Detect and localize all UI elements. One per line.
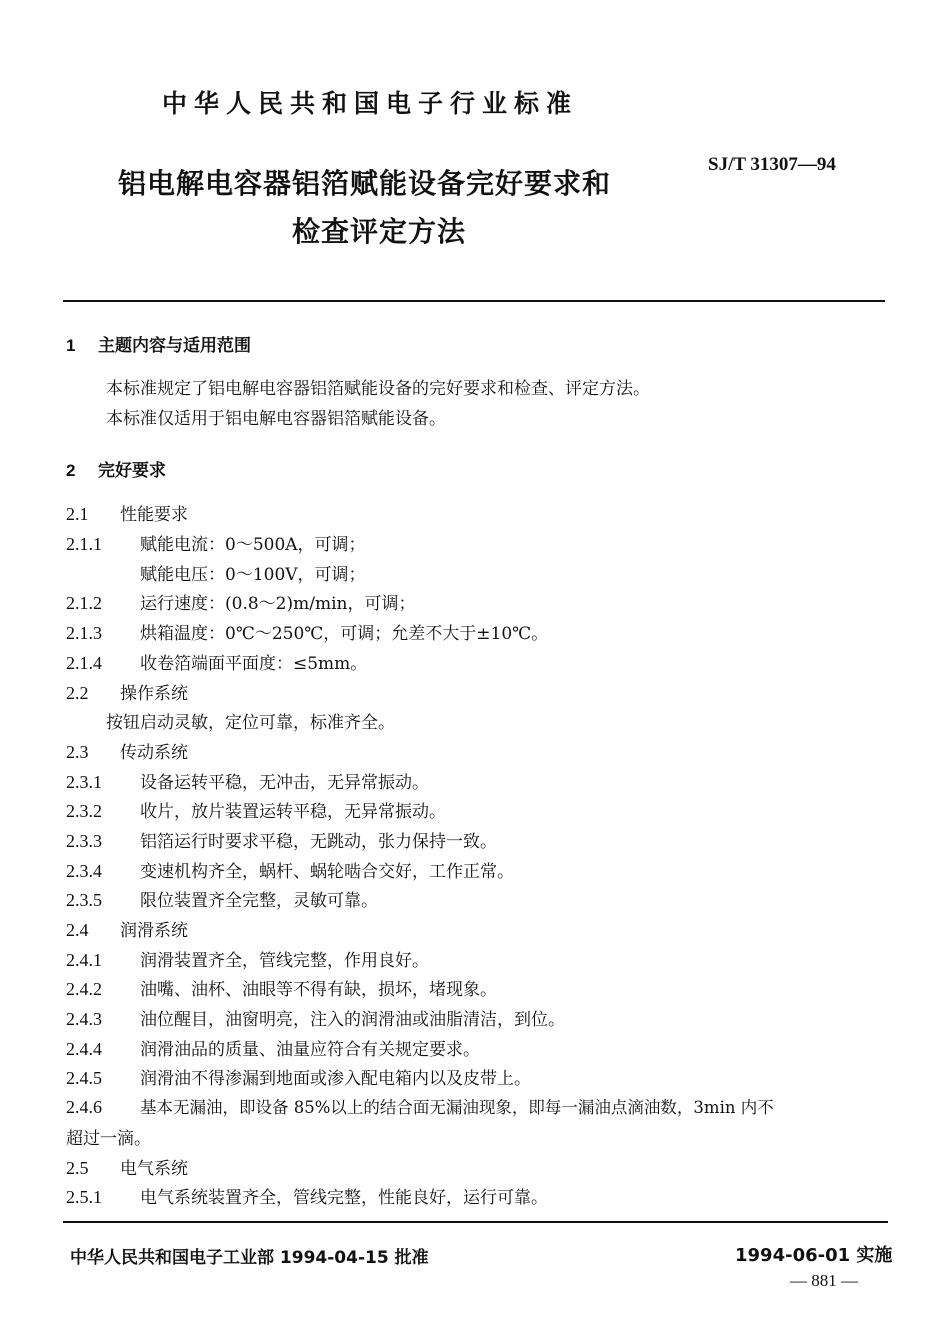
clause-number: 2.4: [66, 920, 89, 940]
clause-text: 电气系统: [120, 1159, 188, 1179]
clause-number: 2.3.4: [66, 861, 102, 881]
clause: [66, 500, 188, 525]
clause-text: 收卷箔端面平面度：≤5mm。: [140, 654, 368, 674]
top-divider: [63, 300, 885, 302]
clause-number: 2.1.4: [66, 653, 102, 673]
clause-number: 2.4.2: [66, 979, 102, 999]
clause: [66, 1183, 548, 1208]
clause-text: 运行速度：(0.8～2)m/min，可调；: [140, 594, 416, 614]
implementation-date: 1994-06-01 实施: [735, 1245, 893, 1266]
clause-text: 传动系统: [120, 743, 188, 763]
clause: [66, 916, 188, 941]
clause-text: 基本无漏油，即设备 85%以上的结合面无漏油现象，即每一漏油点滴油数，3min 内不: [140, 1098, 774, 1117]
clause-number: 2.5.1: [66, 1187, 102, 1207]
clause-number: 2.5: [66, 1158, 89, 1178]
clause-text: 润滑油品的质量、油量应符合有关规定要求。: [140, 1040, 480, 1060]
clause: [66, 768, 429, 793]
clause-number: 2.1.2: [66, 593, 102, 613]
clause: [66, 975, 497, 1000]
clause-text: 收片，放片装置运转平稳，无异常振动。: [140, 802, 446, 822]
clause-continuation: 按钮启动灵敏，定位可靠，标准齐全。: [106, 713, 395, 733]
clause: [66, 1035, 480, 1060]
page-number: — 881 —: [790, 1271, 858, 1290]
clause: [66, 827, 497, 852]
clause-number: 2.1: [66, 504, 89, 524]
document-title-line-2: 检查评定方法: [292, 215, 467, 248]
clause-number: 2.1.1: [66, 534, 102, 554]
clause-continuation: 赋能电压：0～100V，可调；: [140, 565, 366, 585]
clause-number: 2.4.5: [66, 1068, 102, 1088]
standard-number: SJ/T 31307—94: [708, 154, 836, 175]
clause-number: 2.3.1: [66, 772, 102, 792]
section-2-heading: [66, 456, 166, 481]
clause: [66, 738, 188, 763]
clause-text: 电气系统装置齐全，管线完整，性能良好，运行可靠。: [140, 1188, 548, 1208]
paragraph: 本标准规定了铝电解电容器铝箔赋能设备的完好要求和检查、评定方法。: [106, 379, 650, 399]
clause-number: 2.3.5: [66, 890, 102, 910]
clause-number: 2.2: [66, 683, 89, 703]
clause-text: 性能要求: [120, 505, 188, 525]
clause: [66, 1154, 188, 1179]
clause-text: 变速机构齐全，蜗杆、蜗轮啮合交好，工作正常。: [140, 862, 514, 882]
clause: [66, 946, 429, 971]
bottom-divider: [63, 1221, 888, 1223]
clause: [66, 619, 548, 644]
clause-number: 2.4.1: [66, 950, 102, 970]
clause: [66, 679, 188, 704]
clause-text: 润滑装置齐全，管线完整，作用良好。: [140, 951, 429, 971]
clause: [66, 1094, 774, 1118]
clause-number: 2.4.3: [66, 1009, 102, 1029]
clause-number: 2.4.6: [66, 1097, 102, 1117]
clause-number: 2.3.3: [66, 831, 102, 851]
approval-statement: 中华人民共和国电子工业部 1994-04-15 批准: [70, 1248, 429, 1268]
clause-text: 铝箔运行时要求平稳，无跳动，张力保持一致。: [140, 832, 497, 852]
section-1-heading: [66, 331, 251, 356]
clause: [66, 530, 366, 555]
clause: [66, 886, 378, 911]
document-title-line-1: 铝电解电容器铝箔赋能设备完好要求和: [118, 167, 612, 200]
clause-text: 润滑系统: [120, 921, 188, 941]
clause-number: 2.3.2: [66, 801, 102, 821]
clause: [66, 649, 367, 674]
section-number: 2: [66, 461, 76, 480]
clause-text: 润滑油不得渗漏到地面或渗入配电箱内以及皮带上。: [140, 1069, 531, 1089]
clause-text: 操作系统: [120, 684, 188, 704]
clause: [66, 589, 415, 614]
section-number: 1: [66, 336, 76, 355]
clause-text: 油位醒目，油窗明亮，注入的润滑油或油脂清洁，到位。: [140, 1010, 565, 1030]
clause-text: 设备运转平稳，无冲击，无异常振动。: [140, 773, 429, 793]
clause: [66, 797, 446, 822]
clause-number: 2.3: [66, 742, 89, 762]
paragraph: 本标准仅适用于铝电解电容器铝箔赋能设备。: [106, 409, 446, 429]
clause-number: 2.1.3: [66, 623, 102, 643]
clause-continuation: 超过一滴。: [66, 1129, 151, 1149]
clause: [66, 1005, 565, 1030]
section-title: 完好要求: [98, 461, 166, 481]
clause-text: 油嘴、油杯、油眼等不得有缺，损坏，堵现象。: [140, 980, 497, 1000]
clause: [66, 857, 514, 882]
clause-number: 2.4.4: [66, 1039, 102, 1059]
clause-text: 赋能电流：0～500A，可调；: [140, 535, 366, 555]
industry-standard-heading: 中华人民共和国电子行业标准: [162, 89, 579, 118]
clause: [66, 1064, 531, 1089]
clause-text: 限位装置齐全完整，灵敏可靠。: [140, 891, 378, 911]
section-title: 主题内容与适用范围: [98, 336, 251, 356]
clause-text: 烘箱温度：0℃～250℃，可调；允差不大于±10℃。: [140, 624, 549, 644]
